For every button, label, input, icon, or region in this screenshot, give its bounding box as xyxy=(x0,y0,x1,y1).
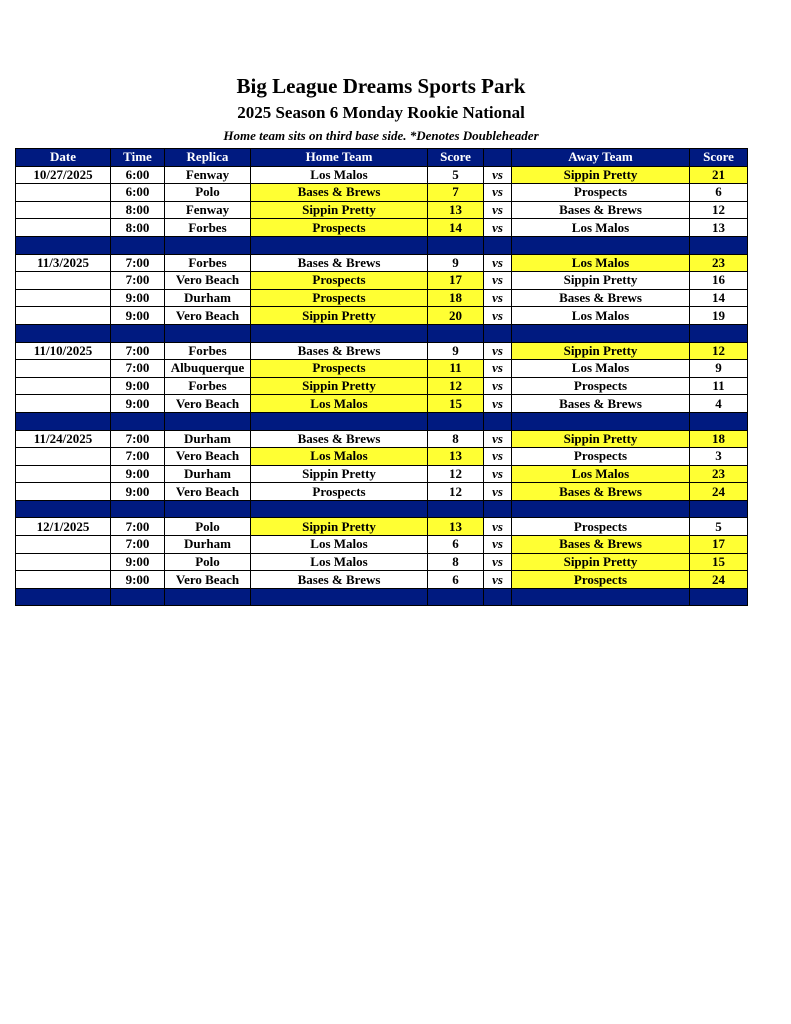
table-row xyxy=(16,553,748,571)
table-row xyxy=(16,272,748,290)
vs-cell: vs xyxy=(484,377,512,395)
time-cell: 7:00 xyxy=(111,536,165,554)
away-team-cell: Prospects xyxy=(512,184,690,202)
vs-cell: vs xyxy=(484,448,512,466)
home-score-cell: 15 xyxy=(428,395,484,413)
away-score-cell: 3 xyxy=(690,448,748,466)
away-team-cell: Prospects xyxy=(512,571,690,589)
away-score-cell: 5 xyxy=(690,518,748,536)
separator-cell xyxy=(690,236,748,254)
separator-cell xyxy=(428,412,484,430)
date-cell xyxy=(16,395,111,413)
separator-cell xyxy=(165,588,251,606)
vs-cell: vs xyxy=(484,219,512,237)
replica-cell: Durham xyxy=(165,289,251,307)
home-team-cell: Los Malos xyxy=(251,553,428,571)
time-cell: 9:00 xyxy=(111,395,165,413)
away-team-cell: Los Malos xyxy=(512,360,690,378)
home-score-cell: 13 xyxy=(428,518,484,536)
date-cell: 11/3/2025 xyxy=(16,254,111,272)
time-cell: 9:00 xyxy=(111,465,165,483)
home-team-cell: Sippin Pretty xyxy=(251,377,428,395)
separator-cell xyxy=(251,588,428,606)
replica-cell: Durham xyxy=(165,430,251,448)
home-score-cell: 17 xyxy=(428,272,484,290)
home-team-cell: Sippin Pretty xyxy=(251,518,428,536)
vs-cell: vs xyxy=(484,465,512,483)
replica-cell: Fenway xyxy=(165,201,251,219)
date-cell xyxy=(16,272,111,290)
away-team-cell: Bases & Brews xyxy=(512,201,690,219)
separator-cell xyxy=(484,500,512,518)
column-header-date: Date xyxy=(16,149,111,167)
away-score-cell: 11 xyxy=(690,377,748,395)
column-header-time: Time xyxy=(111,149,165,167)
time-cell: 7:00 xyxy=(111,448,165,466)
date-cell xyxy=(16,448,111,466)
home-team-cell: Bases & Brews xyxy=(251,254,428,272)
separator-cell xyxy=(111,500,165,518)
replica-cell: Vero Beach xyxy=(165,483,251,501)
home-team-cell: Sippin Pretty xyxy=(251,465,428,483)
away-score-cell: 23 xyxy=(690,254,748,272)
separator-cell xyxy=(484,236,512,254)
separator-cell xyxy=(690,324,748,342)
away-score-cell: 6 xyxy=(690,184,748,202)
separator-cell xyxy=(251,324,428,342)
time-cell: 6:00 xyxy=(111,184,165,202)
date-cell xyxy=(16,377,111,395)
home-score-cell: 12 xyxy=(428,483,484,501)
table-row xyxy=(16,360,748,378)
replica-cell: Forbes xyxy=(165,254,251,272)
separator-cell xyxy=(690,412,748,430)
separator-cell xyxy=(111,412,165,430)
separator-cell xyxy=(428,324,484,342)
separator-cell xyxy=(512,412,690,430)
replica-cell: Vero Beach xyxy=(165,571,251,589)
vs-cell: vs xyxy=(484,483,512,501)
away-team-cell: Prospects xyxy=(512,518,690,536)
time-cell: 9:00 xyxy=(111,289,165,307)
table-row xyxy=(16,465,748,483)
date-cell: 11/24/2025 xyxy=(16,430,111,448)
separator-cell xyxy=(111,324,165,342)
separator-cell xyxy=(428,500,484,518)
column-header-home-team: Home Team xyxy=(251,149,428,167)
date-cell xyxy=(16,360,111,378)
table-row xyxy=(16,166,748,184)
column-header-away-team: Away Team xyxy=(512,149,690,167)
vs-cell: vs xyxy=(484,289,512,307)
time-cell: 9:00 xyxy=(111,377,165,395)
replica-cell: Durham xyxy=(165,536,251,554)
away-score-cell: 24 xyxy=(690,571,748,589)
away-team-cell: Sippin Pretty xyxy=(512,272,690,290)
replica-cell: Polo xyxy=(165,518,251,536)
date-cell xyxy=(16,289,111,307)
home-team-cell: Bases & Brews xyxy=(251,430,428,448)
home-team-cell: Prospects xyxy=(251,483,428,501)
away-team-cell: Prospects xyxy=(512,448,690,466)
schedule-table xyxy=(15,148,748,606)
away-team-cell: Los Malos xyxy=(512,465,690,483)
week-separator-row xyxy=(16,236,748,254)
separator-cell xyxy=(251,412,428,430)
date-cell xyxy=(16,465,111,483)
home-score-cell: 9 xyxy=(428,254,484,272)
vs-cell: vs xyxy=(484,201,512,219)
table-row xyxy=(16,448,748,466)
replica-cell: Forbes xyxy=(165,219,251,237)
date-cell: 11/10/2025 xyxy=(16,342,111,360)
table-row xyxy=(16,518,748,536)
home-score-cell: 20 xyxy=(428,307,484,325)
separator-cell xyxy=(484,412,512,430)
home-team-cell: Bases & Brews xyxy=(251,342,428,360)
home-team-cell: Los Malos xyxy=(251,448,428,466)
page-subtitle: 2025 Season 6 Monday Rookie National xyxy=(237,103,525,122)
home-team-cell: Los Malos xyxy=(251,166,428,184)
separator-cell xyxy=(16,588,111,606)
column-header-vs xyxy=(484,149,512,167)
column-header-replica: Replica xyxy=(165,149,251,167)
separator-cell xyxy=(512,588,690,606)
away-team-cell: Sippin Pretty xyxy=(512,430,690,448)
away-score-cell: 14 xyxy=(690,289,748,307)
separator-cell xyxy=(512,324,690,342)
away-score-cell: 24 xyxy=(690,483,748,501)
replica-cell: Polo xyxy=(165,553,251,571)
date-cell xyxy=(16,571,111,589)
replica-cell: Polo xyxy=(165,184,251,202)
vs-cell: vs xyxy=(484,536,512,554)
time-cell: 7:00 xyxy=(111,430,165,448)
table-row xyxy=(16,307,748,325)
week-separator-row xyxy=(16,500,748,518)
vs-cell: vs xyxy=(484,166,512,184)
page-title: Big League Dreams Sports Park xyxy=(236,74,526,98)
table-row xyxy=(16,219,748,237)
time-cell: 7:00 xyxy=(111,518,165,536)
date-cell xyxy=(16,553,111,571)
home-score-cell: 9 xyxy=(428,342,484,360)
separator-cell xyxy=(690,588,748,606)
away-team-cell: Los Malos xyxy=(512,254,690,272)
home-score-cell: 12 xyxy=(428,465,484,483)
away-team-cell: Bases & Brews xyxy=(512,483,690,501)
away-team-cell: Los Malos xyxy=(512,219,690,237)
vs-cell: vs xyxy=(484,307,512,325)
home-score-cell: 13 xyxy=(428,448,484,466)
separator-cell xyxy=(165,324,251,342)
away-team-cell: Sippin Pretty xyxy=(512,342,690,360)
away-team-cell: Sippin Pretty xyxy=(512,553,690,571)
away-score-cell: 16 xyxy=(690,272,748,290)
table-row xyxy=(16,184,748,202)
separator-cell xyxy=(251,500,428,518)
separator-cell xyxy=(165,236,251,254)
away-score-cell: 15 xyxy=(690,553,748,571)
home-team-cell: Los Malos xyxy=(251,395,428,413)
time-cell: 7:00 xyxy=(111,360,165,378)
separator-cell xyxy=(16,500,111,518)
separator-cell xyxy=(484,324,512,342)
table-header-row xyxy=(16,149,748,167)
date-cell xyxy=(16,184,111,202)
away-score-cell: 12 xyxy=(690,201,748,219)
table-row xyxy=(16,342,748,360)
date-cell xyxy=(16,219,111,237)
time-cell: 6:00 xyxy=(111,166,165,184)
replica-cell: Vero Beach xyxy=(165,272,251,290)
separator-cell xyxy=(111,236,165,254)
home-score-cell: 14 xyxy=(428,219,484,237)
date-cell xyxy=(16,307,111,325)
vs-cell: vs xyxy=(484,430,512,448)
replica-cell: Forbes xyxy=(165,377,251,395)
replica-cell: Fenway xyxy=(165,166,251,184)
table-row xyxy=(16,430,748,448)
column-header-away-score: Score xyxy=(690,149,748,167)
replica-cell: Albuquerque xyxy=(165,360,251,378)
vs-cell: vs xyxy=(484,395,512,413)
away-team-cell: Bases & Brews xyxy=(512,536,690,554)
table-row xyxy=(16,571,748,589)
table-row xyxy=(16,289,748,307)
vs-cell: vs xyxy=(484,360,512,378)
vs-cell: vs xyxy=(484,342,512,360)
replica-cell: Durham xyxy=(165,465,251,483)
table-row xyxy=(16,483,748,501)
away-score-cell: 13 xyxy=(690,219,748,237)
home-team-cell: Sippin Pretty xyxy=(251,307,428,325)
separator-cell xyxy=(16,412,111,430)
home-team-cell: Bases & Brews xyxy=(251,571,428,589)
replica-cell: Vero Beach xyxy=(165,448,251,466)
table-row xyxy=(16,395,748,413)
week-separator-row xyxy=(16,588,748,606)
separator-cell xyxy=(512,236,690,254)
date-cell xyxy=(16,201,111,219)
separator-cell xyxy=(165,412,251,430)
vs-cell: vs xyxy=(484,553,512,571)
away-team-cell: Sippin Pretty xyxy=(512,166,690,184)
away-score-cell: 17 xyxy=(690,536,748,554)
vs-cell: vs xyxy=(484,272,512,290)
separator-cell xyxy=(251,236,428,254)
time-cell: 9:00 xyxy=(111,553,165,571)
away-score-cell: 4 xyxy=(690,395,748,413)
time-cell: 7:00 xyxy=(111,254,165,272)
separator-cell xyxy=(428,588,484,606)
table-row xyxy=(16,377,748,395)
separator-cell xyxy=(16,236,111,254)
home-score-cell: 11 xyxy=(428,360,484,378)
home-score-cell: 18 xyxy=(428,289,484,307)
separator-cell xyxy=(428,236,484,254)
away-team-cell: Bases & Brews xyxy=(512,395,690,413)
separator-cell xyxy=(16,324,111,342)
date-cell xyxy=(16,483,111,501)
home-score-cell: 13 xyxy=(428,201,484,219)
time-cell: 9:00 xyxy=(111,571,165,589)
home-team-cell: Sippin Pretty xyxy=(251,201,428,219)
schedule-body xyxy=(16,166,748,606)
date-cell xyxy=(16,536,111,554)
vs-cell: vs xyxy=(484,571,512,589)
separator-cell xyxy=(165,500,251,518)
table-row xyxy=(16,201,748,219)
home-team-cell: Prospects xyxy=(251,360,428,378)
away-score-cell: 19 xyxy=(690,307,748,325)
away-score-cell: 12 xyxy=(690,342,748,360)
away-score-cell: 21 xyxy=(690,166,748,184)
home-score-cell: 6 xyxy=(428,571,484,589)
home-score-cell: 6 xyxy=(428,536,484,554)
away-score-cell: 23 xyxy=(690,465,748,483)
vs-cell: vs xyxy=(484,518,512,536)
column-header-home-score: Score xyxy=(428,149,484,167)
vs-cell: vs xyxy=(484,184,512,202)
home-team-cell: Prospects xyxy=(251,272,428,290)
replica-cell: Vero Beach xyxy=(165,307,251,325)
home-score-cell: 8 xyxy=(428,553,484,571)
home-score-cell: 7 xyxy=(428,184,484,202)
schedule-note: Home team sits on third base side. *Denotes Doubleheader xyxy=(223,128,539,143)
separator-cell xyxy=(484,588,512,606)
home-team-cell: Los Malos xyxy=(251,536,428,554)
replica-cell: Vero Beach xyxy=(165,395,251,413)
table-row xyxy=(16,536,748,554)
home-score-cell: 5 xyxy=(428,166,484,184)
date-cell: 12/1/2025 xyxy=(16,518,111,536)
away-score-cell: 18 xyxy=(690,430,748,448)
date-cell: 10/27/2025 xyxy=(16,166,111,184)
week-separator-row xyxy=(16,412,748,430)
away-score-cell: 9 xyxy=(690,360,748,378)
away-team-cell: Bases & Brews xyxy=(512,289,690,307)
away-team-cell: Los Malos xyxy=(512,307,690,325)
replica-cell: Forbes xyxy=(165,342,251,360)
separator-cell xyxy=(690,500,748,518)
home-team-cell: Prospects xyxy=(251,289,428,307)
time-cell: 9:00 xyxy=(111,307,165,325)
time-cell: 8:00 xyxy=(111,201,165,219)
home-score-cell: 8 xyxy=(428,430,484,448)
time-cell: 7:00 xyxy=(111,272,165,290)
home-team-cell: Prospects xyxy=(251,219,428,237)
away-team-cell: Prospects xyxy=(512,377,690,395)
separator-cell xyxy=(512,500,690,518)
time-cell: 8:00 xyxy=(111,219,165,237)
separator-cell xyxy=(111,588,165,606)
home-score-cell: 12 xyxy=(428,377,484,395)
week-separator-row xyxy=(16,324,748,342)
vs-cell: vs xyxy=(484,254,512,272)
time-cell: 7:00 xyxy=(111,342,165,360)
home-team-cell: Bases & Brews xyxy=(251,184,428,202)
time-cell: 9:00 xyxy=(111,483,165,501)
table-row xyxy=(16,254,748,272)
